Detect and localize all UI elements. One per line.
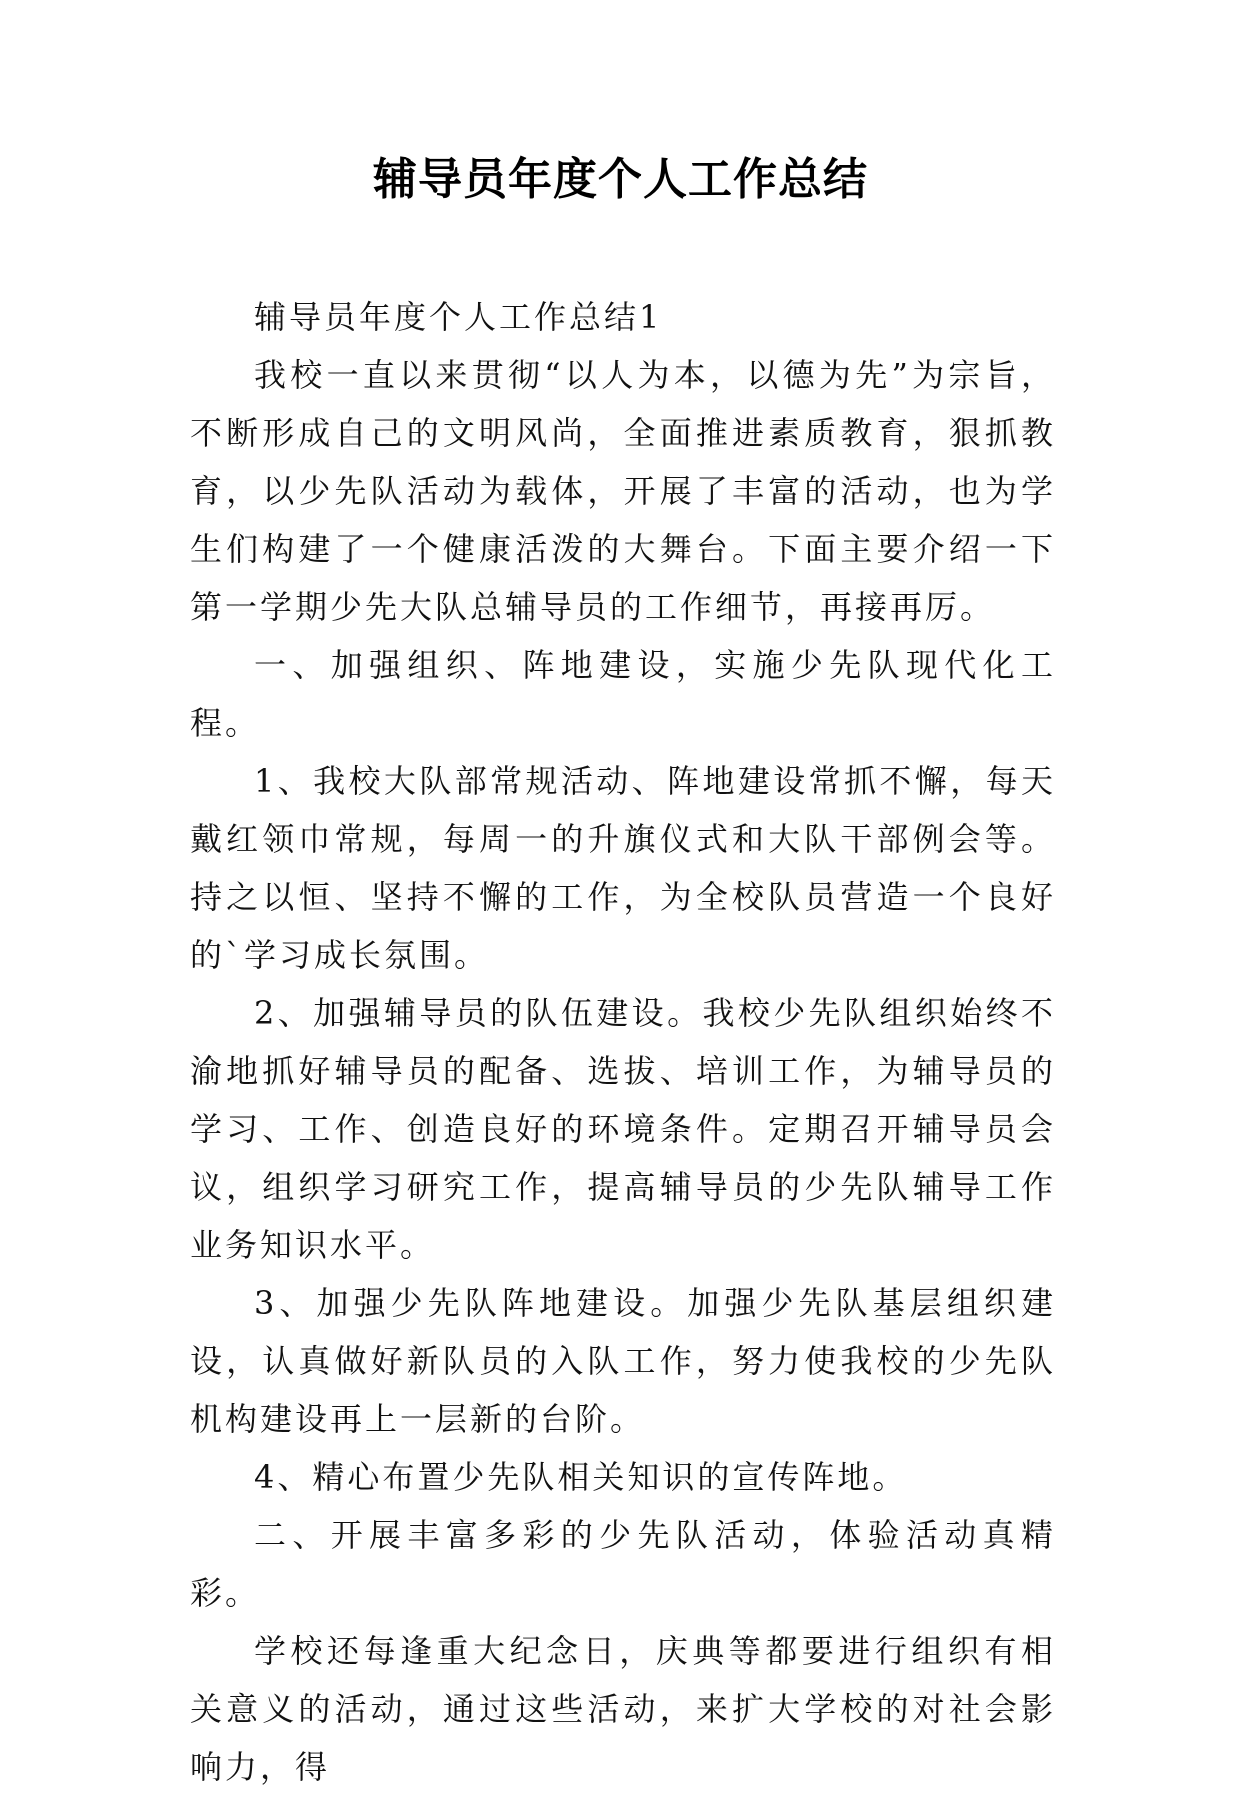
paragraph-intro: 我校一直以来贯彻“以人为本，以德为先”为宗旨，不断形成自己的文明风尚，全面推进素质教育，狠抓教育，以少先队活动为载体，开展了丰富的活动，也为学生们构建了一个健康活泼的大舞台。下面主要介绍一下第一学期少先大队总辅导员的工作细节，再接再厉。 <box>190 356 1056 626</box>
paragraph-item-1: 1、我校大队部常规活动、阵地建设常抓不懈，每天戴红领巾常规，每周一的升旗仪式和大队干部例会等。持之以恒、坚持不懈的工作，为全校队员营造一个良好的`学习成长氛围。 <box>190 762 1056 974</box>
document-title: 辅导员年度个人工作总结 <box>373 154 868 205</box>
paragraph-section-1-heading: 一、加强组织、阵地建设，实施少先队现代化工程。 <box>190 646 1056 742</box>
paragraph-item-2: 2、加强辅导员的队伍建设。我校少先队组织始终不渝地抓好辅导员的配备、选拔、培训工作，为辅导员的学习、工作、创造良好的环境条件。定期召开辅导员会议，组织学习研究工作，提高辅导员的少先队辅导工作业务知识水平。 <box>190 994 1056 1264</box>
paragraph-section-2-heading: 二、开展丰富多彩的少先队活动，体验活动真精彩。 <box>190 1516 1056 1612</box>
paragraph-section-2-body: 学校还每逢重大纪念日，庆典等都要进行组织有相关意义的活动，通过这些活动，来扩大学校的对社会影响力，得 <box>190 1632 1056 1786</box>
paragraph-item-3: 3、加强少先队阵地建设。加强少先队基层组织建设，认真做好新队员的入队工作，努力使我校的少先队机构建设再上一层新的台阶。 <box>190 1284 1056 1438</box>
paragraph-item-4: 4、精心布置少先队相关知识的宣传阵地。 <box>254 1458 908 1496</box>
paragraph-subtitle: 辅导员年度个人工作总结1 <box>254 298 663 336</box>
document-body <box>190 288 1056 1796</box>
